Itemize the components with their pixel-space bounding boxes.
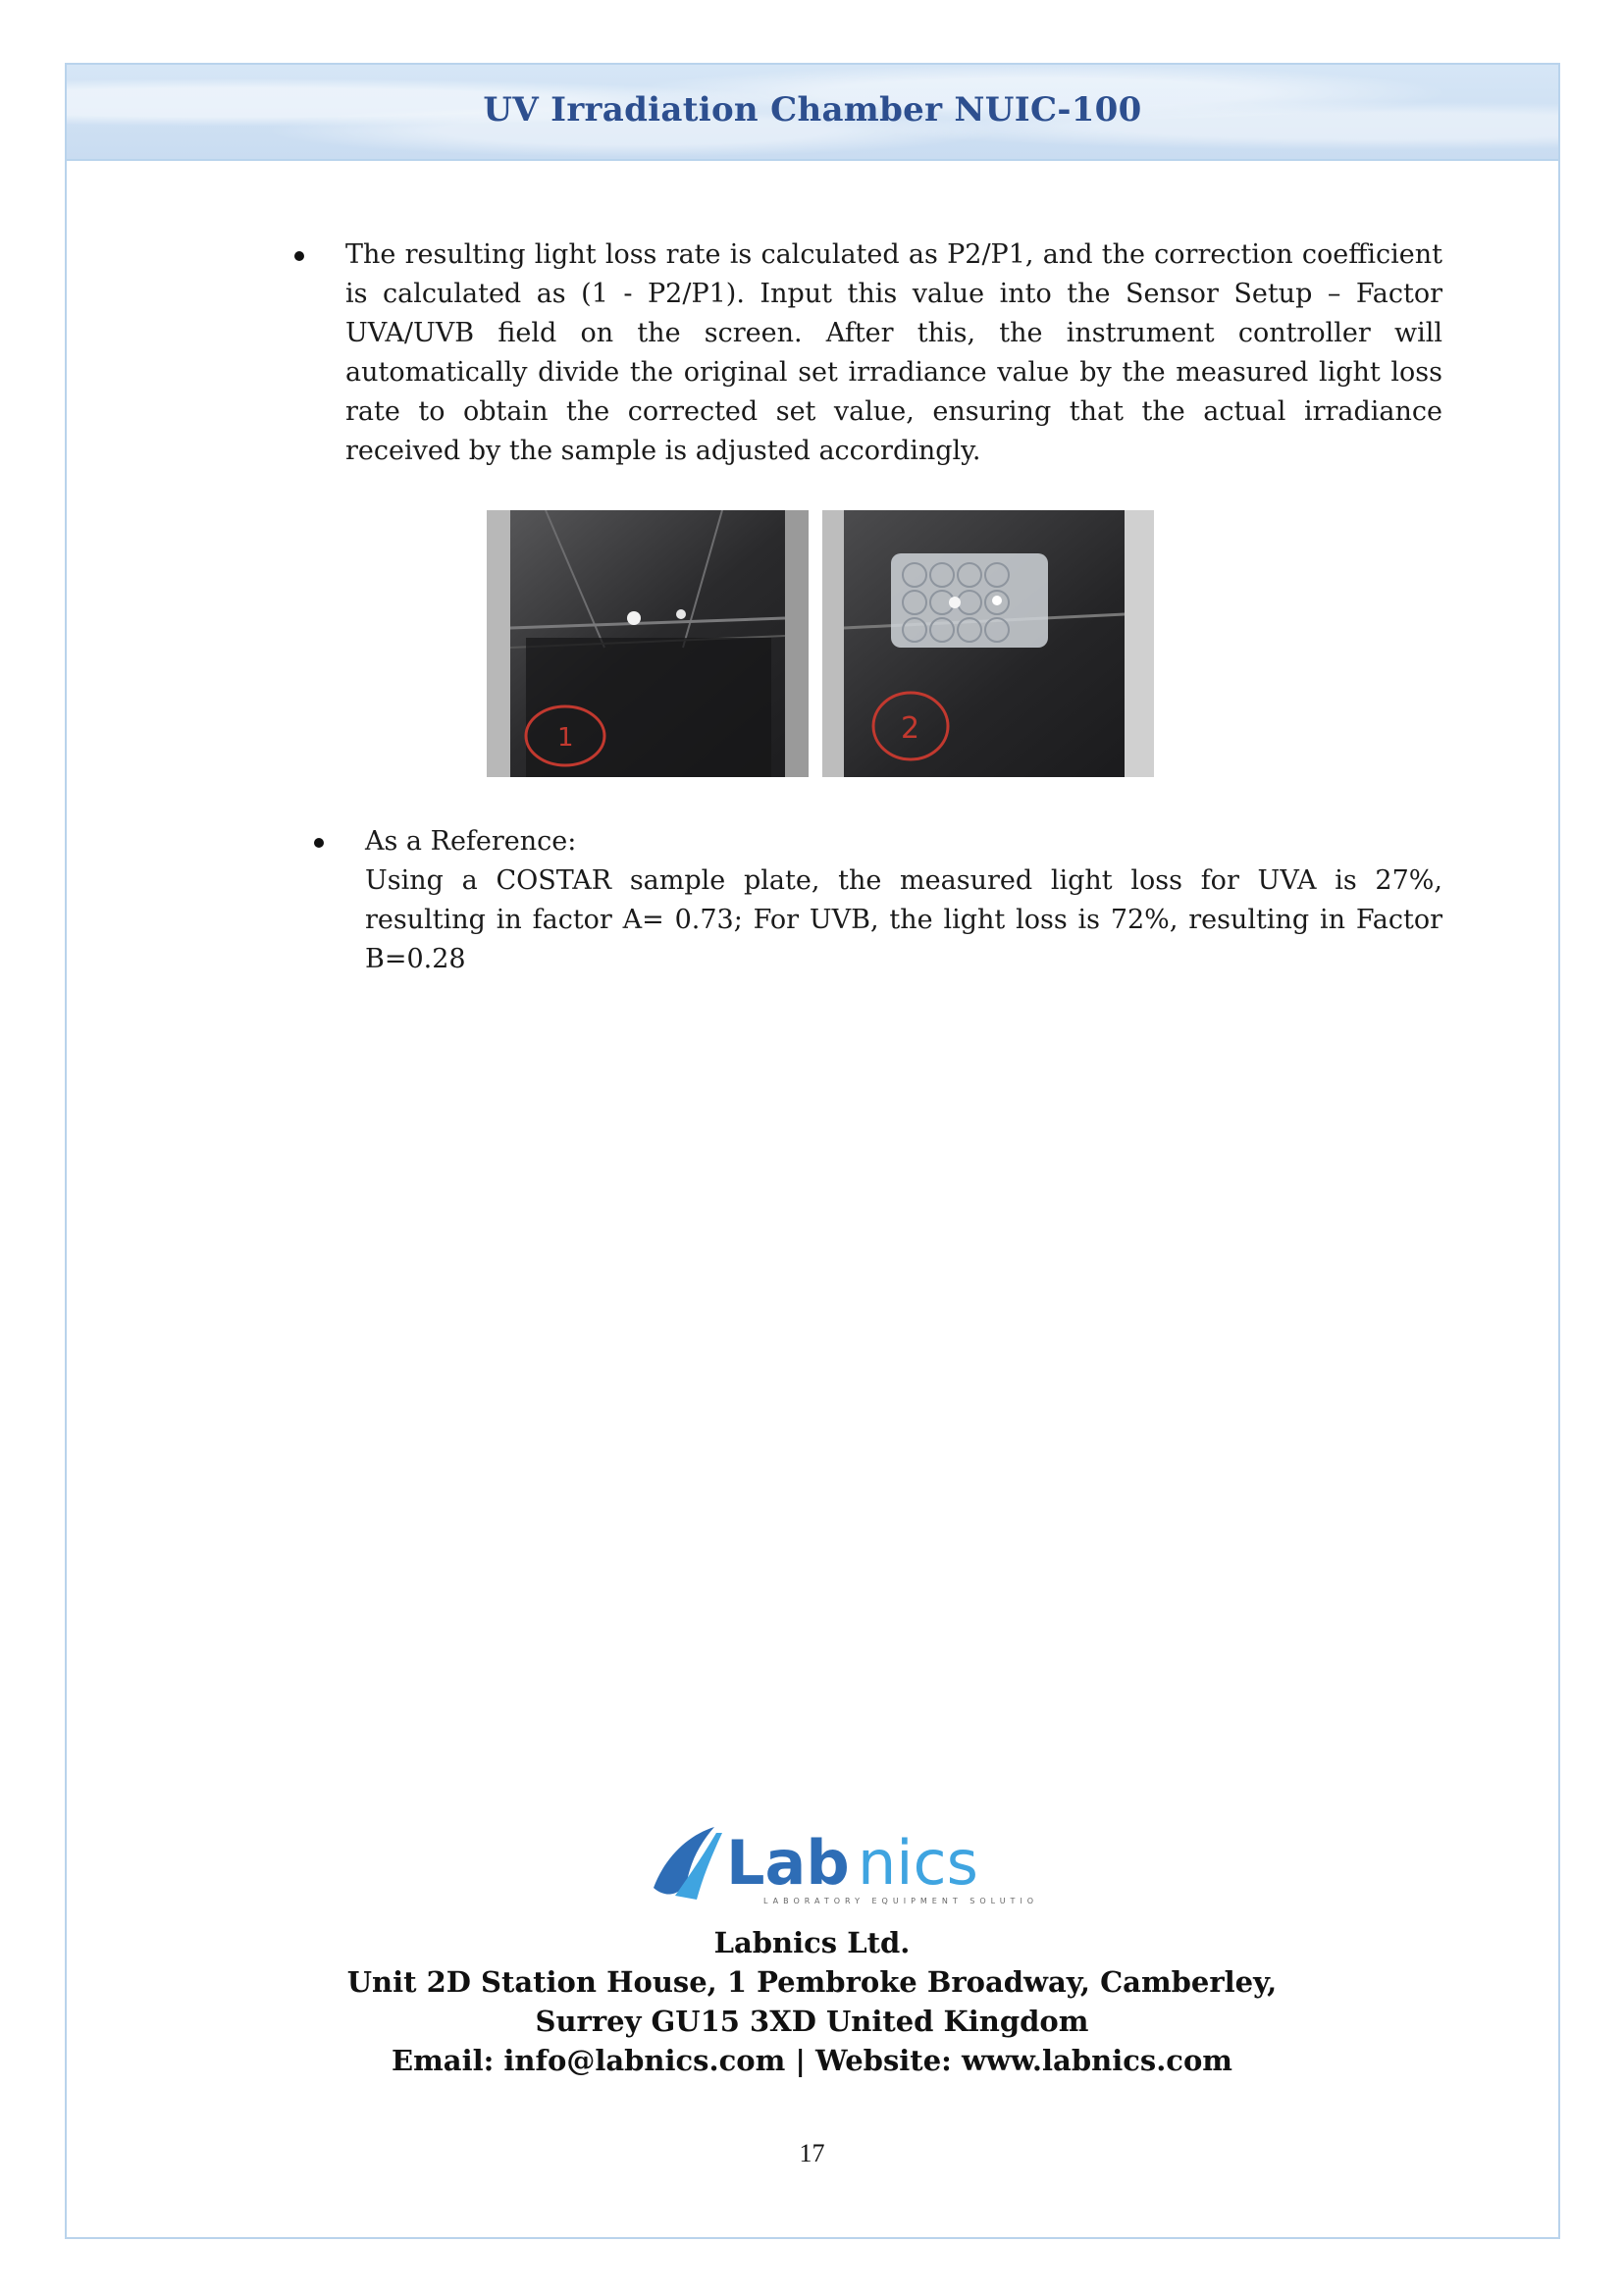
contact-line: Email: info@labnics.com | Website: www.labnics.com bbox=[392, 2044, 1232, 2077]
document-title: UV Irradiation Chamber NUIC-100 bbox=[483, 90, 1142, 130]
photo-mark-2: 2 bbox=[901, 711, 920, 746]
company-name: Labnics Ltd. bbox=[713, 1926, 911, 1959]
figure-photos bbox=[487, 510, 1154, 777]
labnics-logo bbox=[646, 1817, 1038, 1911]
photo-right-with-plate bbox=[822, 510, 1154, 777]
reference-text: Using a COSTAR sample plate, the measured light loss for UVA is 27%, resulting in factor A= 0.73; For UVB, the light loss is 72%, resulting in Factor B=0.28 bbox=[365, 865, 1442, 974]
bullet-item-reference bbox=[314, 822, 1442, 979]
reference-heading: As a Reference: bbox=[365, 826, 577, 857]
address-line-2: Surrey GU15 3XD United Kingdom bbox=[535, 2005, 1089, 2038]
address-line-1: Unit 2D Station House, 1 Pembroke Broadway, Camberley, bbox=[346, 1965, 1278, 1999]
page-header bbox=[67, 65, 1558, 161]
photo-mark-1: 1 bbox=[557, 723, 574, 753]
svg-text:nics: nics bbox=[858, 1827, 978, 1899]
page-number: 17 bbox=[799, 2139, 825, 2167]
photo-left-empty-chamber bbox=[487, 510, 809, 777]
bullet-item-correction bbox=[294, 235, 1442, 471]
company-info bbox=[0, 1923, 1624, 2080]
bullet-dot bbox=[314, 838, 324, 848]
svg-text:LABORATORY EQUIPMENT SOLUTIONS: LABORATORY EQUIPMENT SOLUTIONS bbox=[763, 1897, 1038, 1905]
bullet-dot bbox=[294, 251, 304, 261]
svg-text:Lab: Lab bbox=[726, 1827, 850, 1899]
bullet-text: The resulting light loss rate is calculated as P2/P1, and the correction coefficient is calculated as (1 - P2/P1). Input this value into the Sensor Setup – Factor UVA/UVB field on the screen. After this, the instrument controller will automatically divide the original set irradiance value by the measured light loss rate to obtain the corrected set value, ensuring that the actual irradiance received by the sample is adjusted accordingly. bbox=[345, 239, 1442, 466]
